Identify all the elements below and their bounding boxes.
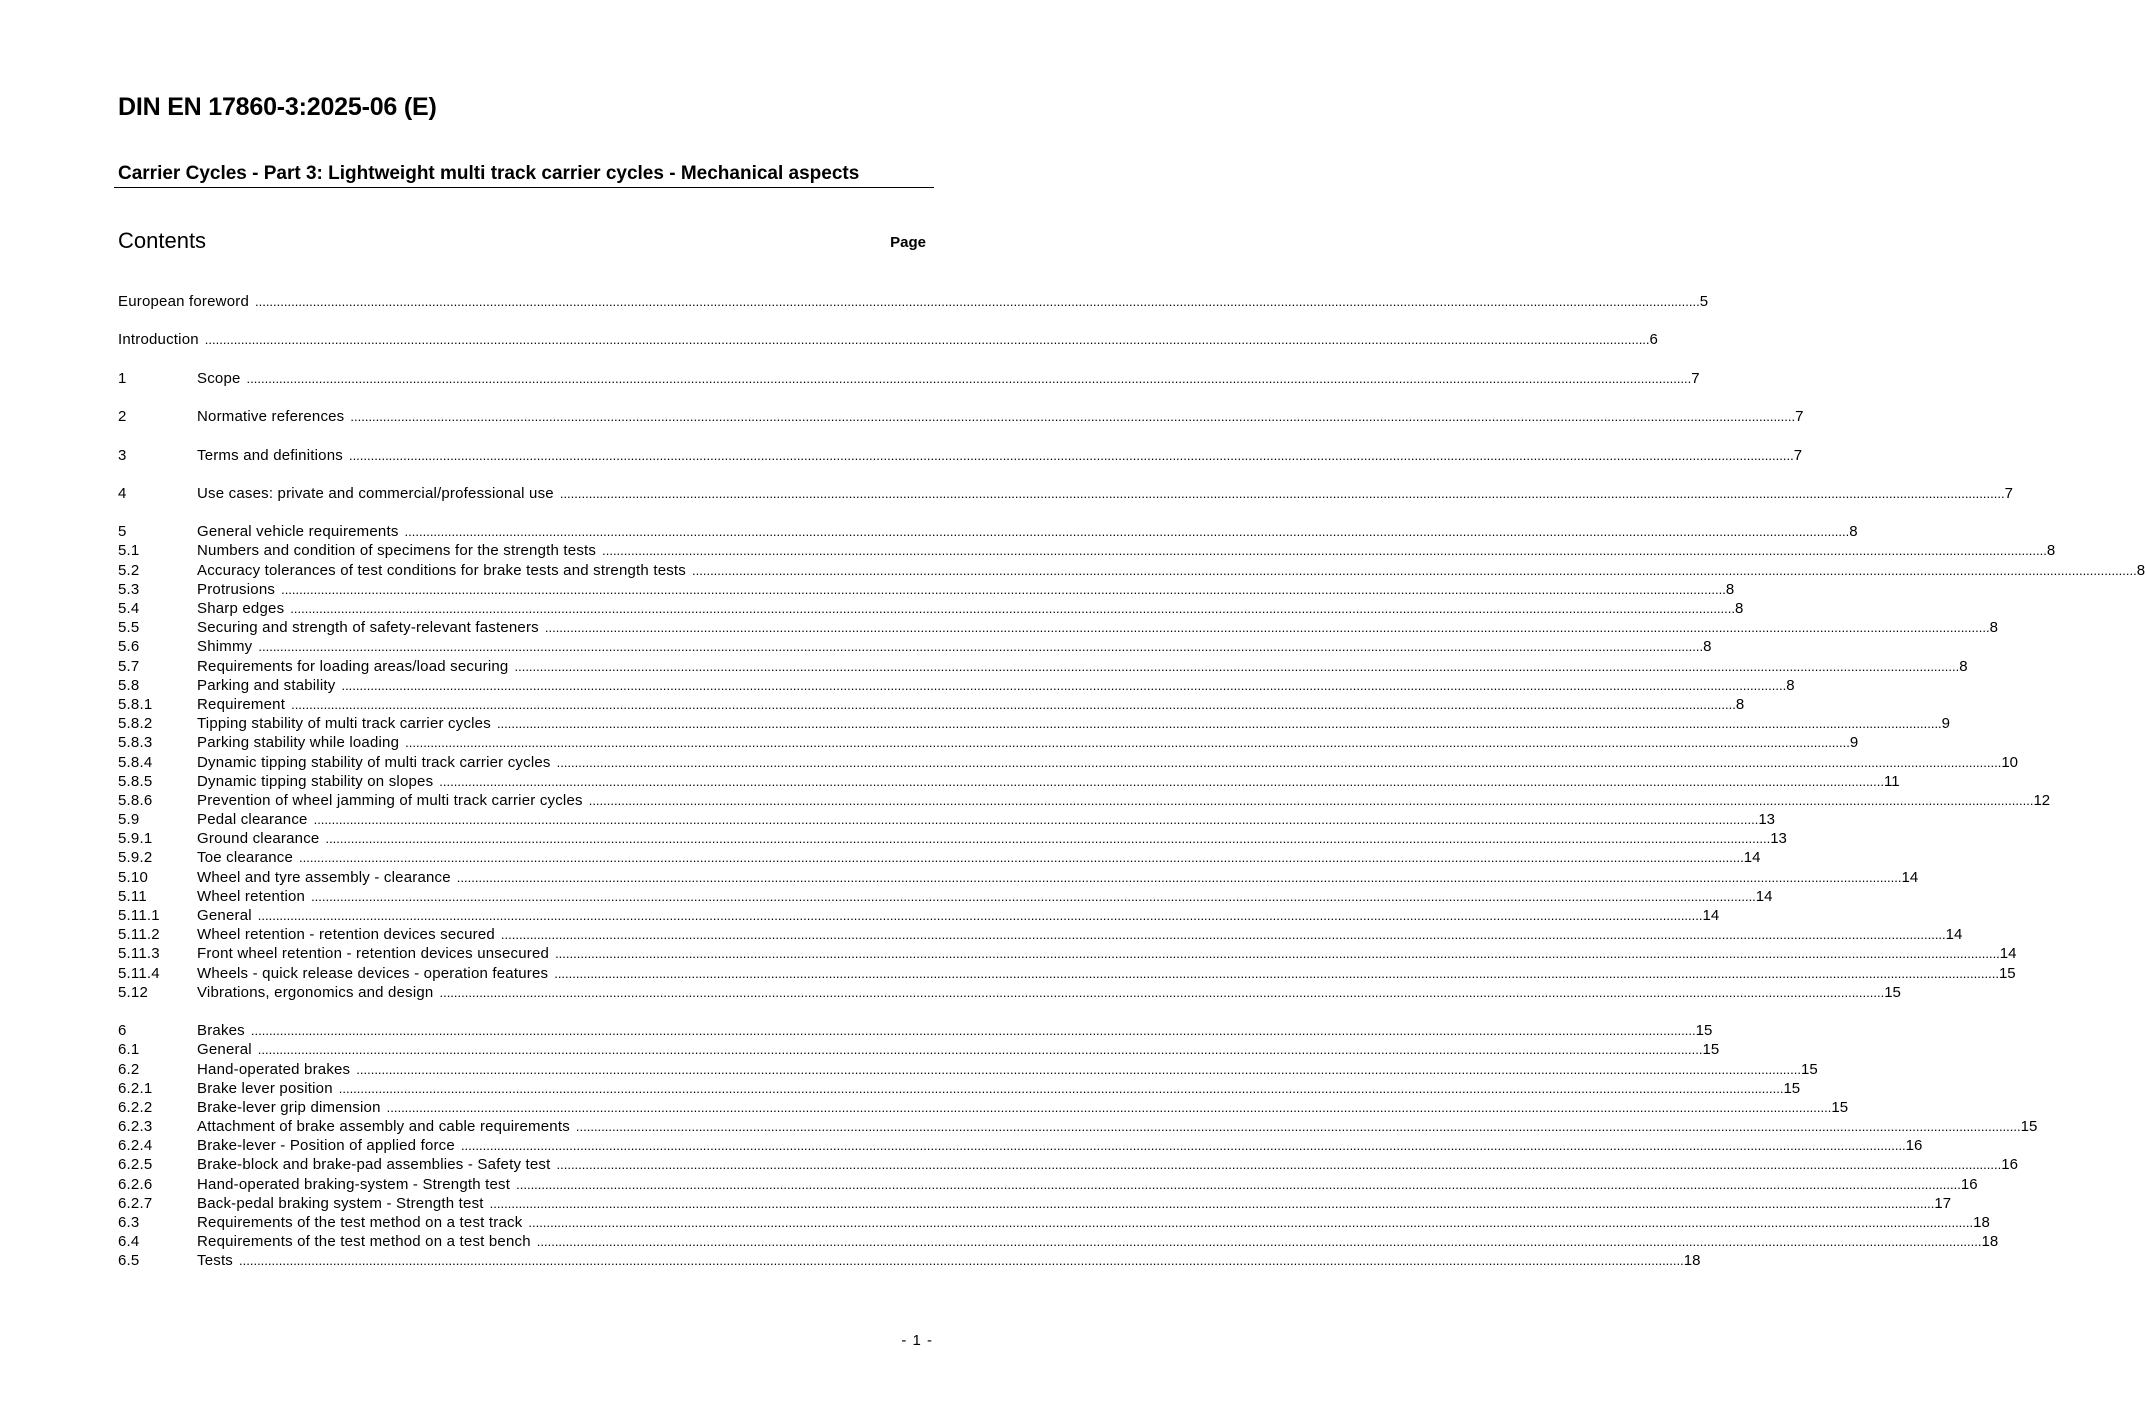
- toc-dot-leader: ................................................................................................................................................................................................................................................................................................................................................................................................................: [250, 1023, 1696, 1039]
- toc-section-title: Requirement: [197, 695, 286, 713]
- toc-section-title: Vibrations, ergonomics and design: [197, 983, 434, 1001]
- toc-dot-leader: ................................................................................................................................................................................................................................................................................................................................................................................................................: [350, 409, 1796, 425]
- toc-section-title: Normative references: [197, 408, 345, 426]
- toc-dot-leader: ................................................................................................................................................................................................................................................................................................................................................................................................................: [536, 1234, 1982, 1250]
- toc-entry[interactable]: [118, 1098, 1849, 1117]
- toc-page-number: 15: [2020, 1118, 2038, 1136]
- toc-section-title: Wheel retention: [197, 887, 306, 905]
- toc-page-number: 8: [2046, 542, 2056, 560]
- toc-entry[interactable]: [118, 522, 1858, 541]
- toc-page-number: 14: [1702, 907, 1720, 924]
- toc-dot-leader: ................................................................................................................................................................................................................................................................................................................................................................................................................: [204, 332, 1650, 348]
- toc-entry[interactable]: [118, 561, 2145, 580]
- toc-section-title: Pedal clearance: [197, 811, 308, 829]
- toc-entry[interactable]: [118, 1117, 2038, 1136]
- toc-section-number: 6.2.6: [118, 1175, 153, 1193]
- toc-page-number: 8: [1725, 580, 1735, 598]
- toc-section-number: 6.4: [118, 1233, 140, 1251]
- page-column-heading: Page: [890, 234, 926, 251]
- toc-section-title: Shimmy: [197, 638, 253, 656]
- toc-section-title: Brake-lever - Position of applied force: [197, 1137, 455, 1155]
- toc-page-number: 8: [1849, 523, 1858, 541]
- toc-section-title: Tipping stability of multi track carrier cycles: [197, 715, 491, 733]
- toc-dot-leader: ................................................................................................................................................................................................................................................................................................................................................................................................................: [439, 984, 1885, 1000]
- toc-entry[interactable]: [118, 1213, 1990, 1232]
- toc-entry[interactable]: [118, 772, 1900, 791]
- toc-section-title: Ground clearance: [197, 830, 320, 848]
- toc-dot-leader: ................................................................................................................................................................................................................................................................................................................................................................................................................: [588, 792, 2034, 808]
- toc-dot-leader: ................................................................................................................................................................................................................................................................................................................................................................................................................: [544, 620, 1990, 636]
- toc-dot-leader: ................................................................................................................................................................................................................................................................................................................................................................................................................: [338, 1080, 1784, 1096]
- toc-section-title: Sharp edges: [197, 600, 285, 617]
- toc-entry[interactable]: [118, 1251, 1701, 1270]
- toc-dot-leader: ................................................................................................................................................................................................................................................................................................................................................................................................................: [559, 485, 2005, 501]
- toc-section-title: Use cases: private and commercial/professional use: [197, 484, 554, 502]
- toc-entry[interactable]: [118, 484, 2013, 503]
- toc-entry[interactable]: [118, 369, 1700, 388]
- toc-section-title: Dynamic tipping stability on slopes: [197, 772, 434, 790]
- toc-section-number: 5.8.4: [118, 753, 153, 771]
- toc-entry[interactable]: [118, 733, 1859, 752]
- toc-page-number: 8: [1735, 695, 1745, 713]
- toc-page-number: 8: [1735, 600, 1744, 617]
- toc-page-number: 16: [1960, 1175, 1978, 1193]
- toc-section-title: Requirements of the test method on a test track: [197, 1214, 523, 1231]
- toc-page-number: 18: [1981, 1233, 1999, 1251]
- toc-page-number: 8: [1959, 657, 1968, 675]
- toc-section-title: Brake lever position: [197, 1079, 333, 1097]
- toc-section-number: 3: [118, 446, 127, 464]
- toc-section-title: Tests: [197, 1252, 234, 1270]
- toc-page-number: 15: [1831, 1098, 1849, 1116]
- toc-page-number: 15: [1783, 1079, 1801, 1097]
- toc-section-number: 5.9.1: [118, 830, 153, 848]
- toc-section-number: 6.5: [118, 1252, 140, 1270]
- toc-page-number: 16: [1905, 1137, 1923, 1155]
- toc-entry[interactable]: [118, 753, 2019, 772]
- toc-section-number: 5.9: [118, 811, 140, 829]
- toc-dot-leader: ................................................................................................................................................................................................................................................................................................................................................................................................................: [528, 1215, 1974, 1230]
- toc-section-number: 5.9.2: [118, 849, 153, 867]
- toc-page-number: 8: [1786, 676, 1795, 694]
- toc-page-number: 13: [1758, 811, 1775, 829]
- toc-dot-leader: ................................................................................................................................................................................................................................................................................................................................................................................................................: [556, 1157, 2002, 1173]
- toc-page-number: 14: [1945, 926, 1963, 944]
- toc-section-title: Toe clearance: [197, 849, 293, 867]
- toc-section-number: 5.2: [118, 561, 140, 579]
- toc-dot-leader: ................................................................................................................................................................................................................................................................................................................................................................................................................: [602, 543, 2047, 559]
- toc-section-title: General: [197, 907, 252, 924]
- toc-section-number: 5.3: [118, 580, 140, 598]
- toc-section-number: 6: [118, 1022, 127, 1040]
- toc-page-number: 15: [1695, 1022, 1713, 1040]
- toc-dot-leader: ................................................................................................................................................................................................................................................................................................................................................................................................................: [692, 562, 2137, 578]
- toc-dot-leader: ................................................................................................................................................................................................................................................................................................................................................................................................................: [514, 658, 1960, 674]
- toc-page-number: 16: [2001, 1156, 2018, 1174]
- toc-section-title: Terms and definitions: [197, 446, 343, 464]
- toc-entry[interactable]: [118, 1040, 1720, 1059]
- toc-dot-leader: ................................................................................................................................................................................................................................................................................................................................................................................................................: [439, 773, 1885, 789]
- toc-section-number: 5.11.1: [118, 907, 160, 924]
- toc-dot-leader: ................................................................................................................................................................................................................................................................................................................................................................................................................: [257, 1042, 1703, 1058]
- toc-section-number: 5.4: [118, 600, 140, 617]
- toc-dot-leader: ................................................................................................................................................................................................................................................................................................................................................................................................................: [290, 601, 1735, 616]
- toc-entry[interactable]: [118, 599, 1744, 618]
- toc-section-title: Requirements for loading areas/load securing: [197, 657, 509, 675]
- toc-dot-leader: ................................................................................................................................................................................................................................................................................................................................................................................................................: [239, 1253, 1684, 1269]
- toc-page-number: 11: [1884, 772, 1900, 790]
- toc-section-number: 5: [118, 523, 127, 541]
- toc-section-number: 6.2.7: [118, 1194, 153, 1212]
- toc-section-number: 5.8.5: [118, 772, 153, 790]
- toc-dot-leader: ................................................................................................................................................................................................................................................................................................................................................................................................................: [456, 869, 1902, 885]
- toc-section-title: Brake-block and brake-pad assemblies - Safety test: [197, 1156, 551, 1174]
- title-rule: [114, 187, 934, 188]
- toc-section-number: 5.11: [118, 887, 147, 905]
- toc-page-number: 6: [1649, 331, 1658, 349]
- toc-section-number: 2: [118, 408, 127, 426]
- toc-section-title: Attachment of brake assembly and cable requirements: [197, 1118, 570, 1136]
- toc-dot-leader: ................................................................................................................................................................................................................................................................................................................................................................................................................: [291, 696, 1736, 712]
- toc-page-number: 18: [1683, 1252, 1701, 1270]
- toc-entry[interactable]: [118, 906, 1720, 925]
- toc-section-number: 6.3: [118, 1214, 140, 1231]
- toc-entry[interactable]: [118, 925, 1963, 944]
- toc-section-number: 1: [118, 369, 127, 387]
- toc-section-title: European foreword: [118, 293, 249, 310]
- toc-section-title: Wheel and tyre assembly - clearance: [197, 868, 451, 886]
- toc-dot-leader: ................................................................................................................................................................................................................................................................................................................................................................................................................: [405, 735, 1850, 751]
- toc-page-number: 14: [1755, 887, 1773, 905]
- toc-entry[interactable]: [118, 446, 1803, 465]
- toc-dot-leader: ................................................................................................................................................................................................................................................................................................................................................................................................................: [555, 946, 2000, 962]
- toc-section-title: Accuracy tolerances of test conditions for brake tests and strength tests: [197, 561, 687, 579]
- toc-dot-leader: ................................................................................................................................................................................................................................................................................................................................................................................................................: [554, 965, 1999, 981]
- toc-dot-leader: ................................................................................................................................................................................................................................................................................................................................................................................................................: [386, 1099, 1832, 1115]
- toc-page-number: 8: [2136, 561, 2145, 579]
- toc-entry[interactable]: [118, 1175, 1978, 1194]
- toc-page-number: 15: [1998, 964, 2016, 982]
- toc-dot-leader: ................................................................................................................................................................................................................................................................................................................................................................................................................: [246, 370, 1692, 386]
- toc-dot-leader: ................................................................................................................................................................................................................................................................................................................................................................................................................: [404, 524, 1850, 540]
- toc-dot-leader: ................................................................................................................................................................................................................................................................................................................................................................................................................: [311, 888, 1756, 904]
- toc-entry[interactable]: [118, 868, 1919, 887]
- toc-dot-leader: ................................................................................................................................................................................................................................................................................................................................................................................................................: [556, 754, 2002, 770]
- contents-heading: Contents: [118, 228, 207, 253]
- toc-entry[interactable]: [118, 1136, 1923, 1155]
- toc-entry[interactable]: [118, 541, 2056, 560]
- toc-entry[interactable]: [118, 848, 1761, 867]
- toc-page-number: 18: [1973, 1214, 1990, 1231]
- document-subtitle: Carrier Cycles - Part 3: Lightweight multi track carrier cycles - Mechanical aspects: [118, 163, 860, 184]
- toc-section-number: 6.1: [118, 1041, 140, 1059]
- page-number-footer: - 1 -: [901, 1332, 933, 1349]
- toc-page-number: 13: [1770, 830, 1787, 848]
- toc-section-title: Numbers and condition of specimens for the strength tests: [197, 542, 597, 560]
- table-of-contents: [118, 292, 2145, 1271]
- toc-section-number: 5.11.4: [118, 964, 160, 982]
- toc-dot-leader: ................................................................................................................................................................................................................................................................................................................................................................................................................: [489, 1195, 1935, 1211]
- toc-entry[interactable]: [118, 580, 1735, 599]
- toc-page-number: 8: [1989, 619, 1998, 637]
- toc-page-number: 14: [1999, 945, 2017, 963]
- toc-entry[interactable]: [118, 983, 1901, 1002]
- toc-dot-leader: ................................................................................................................................................................................................................................................................................................................................................................................................................: [575, 1119, 2021, 1135]
- toc-dot-leader: ................................................................................................................................................................................................................................................................................................................................................................................................................: [460, 1138, 1906, 1154]
- toc-section-number: 5.11.2: [118, 926, 160, 944]
- toc-page-number: 15: [1884, 983, 1901, 1001]
- toc-section-number: 5.7: [118, 657, 140, 675]
- toc-dot-leader: ................................................................................................................................................................................................................................................................................................................................................................................................................: [257, 908, 1703, 923]
- toc-dot-leader: ................................................................................................................................................................................................................................................................................................................................................................................................................: [348, 447, 1794, 463]
- toc-entry[interactable]: [118, 714, 1951, 733]
- toc-entry[interactable]: [118, 791, 2051, 810]
- toc-section-title: Protrusions: [197, 580, 276, 598]
- toc-page-number: 7: [1691, 369, 1700, 387]
- toc-section-number: 5.8.2: [118, 715, 153, 733]
- toc-page-number: 15: [1702, 1041, 1720, 1059]
- toc-entry[interactable]: [118, 637, 1712, 656]
- toc-section-title: Brake-lever grip dimension: [197, 1098, 381, 1116]
- toc-section-title: General: [197, 1041, 252, 1059]
- toc-section-title: Front wheel retention - retention devices unsecured: [197, 945, 550, 963]
- toc-page-number: 12: [2033, 791, 2051, 809]
- toc-section-title: Requirements of the test method on a test bench: [197, 1233, 531, 1251]
- toc-page-number: 15: [1801, 1060, 1818, 1078]
- toc-page-number: 9: [1941, 715, 1951, 733]
- toc-section-number: 6.2.2: [118, 1098, 153, 1116]
- toc-section-title: Prevention of wheel jamming of multi track carrier cycles: [197, 791, 583, 809]
- toc-section-title: General vehicle requirements: [197, 523, 399, 541]
- toc-section-title: Introduction: [118, 331, 199, 349]
- toc-dot-leader: ................................................................................................................................................................................................................................................................................................................................................................................................................: [325, 831, 1771, 847]
- toc-dot-leader: ................................................................................................................................................................................................................................................................................................................................................................................................................: [258, 639, 1704, 655]
- toc-page-number: 8: [1703, 638, 1712, 656]
- toc-section-number: 4: [118, 484, 127, 502]
- toc-section-title: Hand-operated brakes: [197, 1060, 351, 1078]
- toc-section-number: 5.5: [118, 619, 140, 637]
- toc-entry[interactable]: [118, 695, 1745, 714]
- toc-section-title: Parking and stability: [197, 676, 336, 694]
- toc-entry[interactable]: [118, 1194, 1952, 1213]
- toc-section-number: 5.1: [118, 542, 140, 560]
- toc-entry[interactable]: [118, 1232, 1999, 1251]
- toc-dot-leader: ................................................................................................................................................................................................................................................................................................................................................................................................................: [299, 850, 1744, 866]
- document-id: DIN EN 17860-3:2025-06 (E): [118, 93, 437, 121]
- toc-page-number: 7: [2004, 484, 2013, 502]
- toc-section-title: Securing and strength of safety-relevant fasteners: [197, 619, 539, 637]
- toc-entry[interactable]: [118, 330, 1658, 349]
- toc-entry[interactable]: [118, 407, 1804, 426]
- toc-section-title: Wheel retention - retention devices secured: [197, 926, 495, 944]
- toc-section-number: 5.10: [118, 868, 148, 886]
- toc-entry[interactable]: [118, 1021, 1713, 1040]
- toc-section-number: 6.2.4: [118, 1137, 153, 1155]
- toc-page-number: 14: [1743, 849, 1761, 867]
- toc-section-title: Brakes: [197, 1022, 245, 1040]
- toc-entry[interactable]: [118, 964, 2016, 983]
- toc-section-number: 6.2.3: [118, 1118, 153, 1136]
- toc-section-title: Parking stability while loading: [197, 734, 400, 752]
- toc-section-title: Scope: [197, 369, 241, 387]
- toc-page-number: 7: [1793, 446, 1803, 464]
- toc-dot-leader: ................................................................................................................................................................................................................................................................................................................................................................................................................: [341, 677, 1787, 693]
- toc-entry[interactable]: [118, 618, 1998, 637]
- toc-section-number: 5.8.3: [118, 734, 153, 752]
- toc-dot-leader: ................................................................................................................................................................................................................................................................................................................................................................................................................: [254, 294, 1700, 309]
- toc-page-number: 14: [1901, 868, 1919, 886]
- toc-entry[interactable]: [118, 676, 1795, 695]
- toc-section-title: Hand-operated braking-system - Strength test: [197, 1175, 511, 1193]
- toc-section-number: 6.2.5: [118, 1156, 153, 1174]
- toc-section-number: 5.12: [118, 983, 148, 1001]
- toc-entry[interactable]: [118, 810, 1775, 829]
- toc-section-number: 5.8: [118, 676, 140, 694]
- toc-entry[interactable]: [118, 944, 2017, 963]
- toc-entry[interactable]: [118, 829, 1787, 848]
- toc-section-number: 6.2: [118, 1060, 140, 1078]
- toc-entry[interactable]: [118, 657, 1968, 676]
- toc-dot-leader: ................................................................................................................................................................................................................................................................................................................................................................................................................: [281, 581, 1726, 597]
- toc-page-number: 9: [1849, 734, 1859, 752]
- toc-section-number: 5.6: [118, 638, 140, 656]
- toc-section-title: Wheels - quick release devices - operation features: [197, 964, 549, 982]
- toc-entry[interactable]: [118, 1155, 2018, 1174]
- toc-section-number: 5.8.6: [118, 791, 153, 809]
- toc-entry[interactable]: [118, 1060, 1818, 1079]
- toc-dot-leader: ................................................................................................................................................................................................................................................................................................................................................................................................................: [313, 812, 1759, 828]
- toc-dot-leader: ................................................................................................................................................................................................................................................................................................................................................................................................................: [500, 927, 1946, 943]
- toc-section-number: 5.11.3: [118, 945, 160, 963]
- toc-page-number: 10: [2001, 753, 2019, 771]
- toc-entry[interactable]: [118, 1079, 1801, 1098]
- toc-page-number: 7: [1795, 408, 1804, 426]
- toc-page-number: 17: [1934, 1194, 1952, 1212]
- toc-entry[interactable]: [118, 887, 1773, 906]
- toc-section-title: Back-pedal braking system - Strength test: [197, 1194, 484, 1212]
- toc-dot-leader: ................................................................................................................................................................................................................................................................................................................................................................................................................: [516, 1176, 1961, 1192]
- toc-dot-leader: ................................................................................................................................................................................................................................................................................................................................................................................................................: [496, 716, 1942, 732]
- toc-page-number: 5: [1699, 293, 1709, 310]
- toc-section-title: Dynamic tipping stability of multi track carrier cycles: [197, 753, 551, 771]
- toc-dot-leader: ................................................................................................................................................................................................................................................................................................................................................................................................................: [356, 1061, 1801, 1077]
- toc-entry[interactable]: [118, 292, 1709, 311]
- toc-section-number: 5.8.1: [118, 695, 153, 713]
- toc-section-number: 6.2.1: [118, 1079, 153, 1097]
